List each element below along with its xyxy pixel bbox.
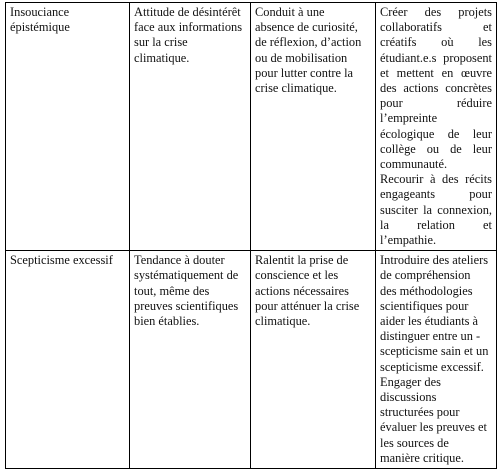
row-label-cell: Scepticisme excessif xyxy=(6,251,130,469)
row-label-cell: Insouciance épistémique xyxy=(6,3,130,251)
action-cell: Introduire des ateliers de compréhension des méthodologies scientifiques pour aider les étudiants à distinguer entre un - scepticisme sain et un scepticisme excessif. Engager des discussions structurées pour évaluer les preuves et les sources de manière critique. xyxy=(376,251,497,469)
table-row xyxy=(6,251,497,469)
table-row xyxy=(6,3,497,251)
definition-cell: Attitude de désintérêt face aux informations sur la crise climatique. xyxy=(130,3,251,251)
concept-table xyxy=(5,2,497,469)
consequence-cell: Conduit à une absence de curiosité, de réflexion, d’action ou de mobilisation pour lutter contre la crise climatique. xyxy=(251,3,376,251)
consequence-cell: Ralentit la prise de conscience et les actions nécessaires pour atténuer la crise climatique. xyxy=(251,251,376,469)
action-cell: Créer des projets collaboratifs et créatifs où les étudiant.e.s proposent et mettent en œuvre des actions concrètes pour réduire l’empreinte écologique de leur collège ou de leur communauté. Recourir à des récits engageants pour susciter la connexion, la relation et l’empathie. xyxy=(376,3,497,251)
definition-cell: Tendance à douter systématiquement de tout, même des preuves scientifiques bien établies. xyxy=(130,251,251,469)
